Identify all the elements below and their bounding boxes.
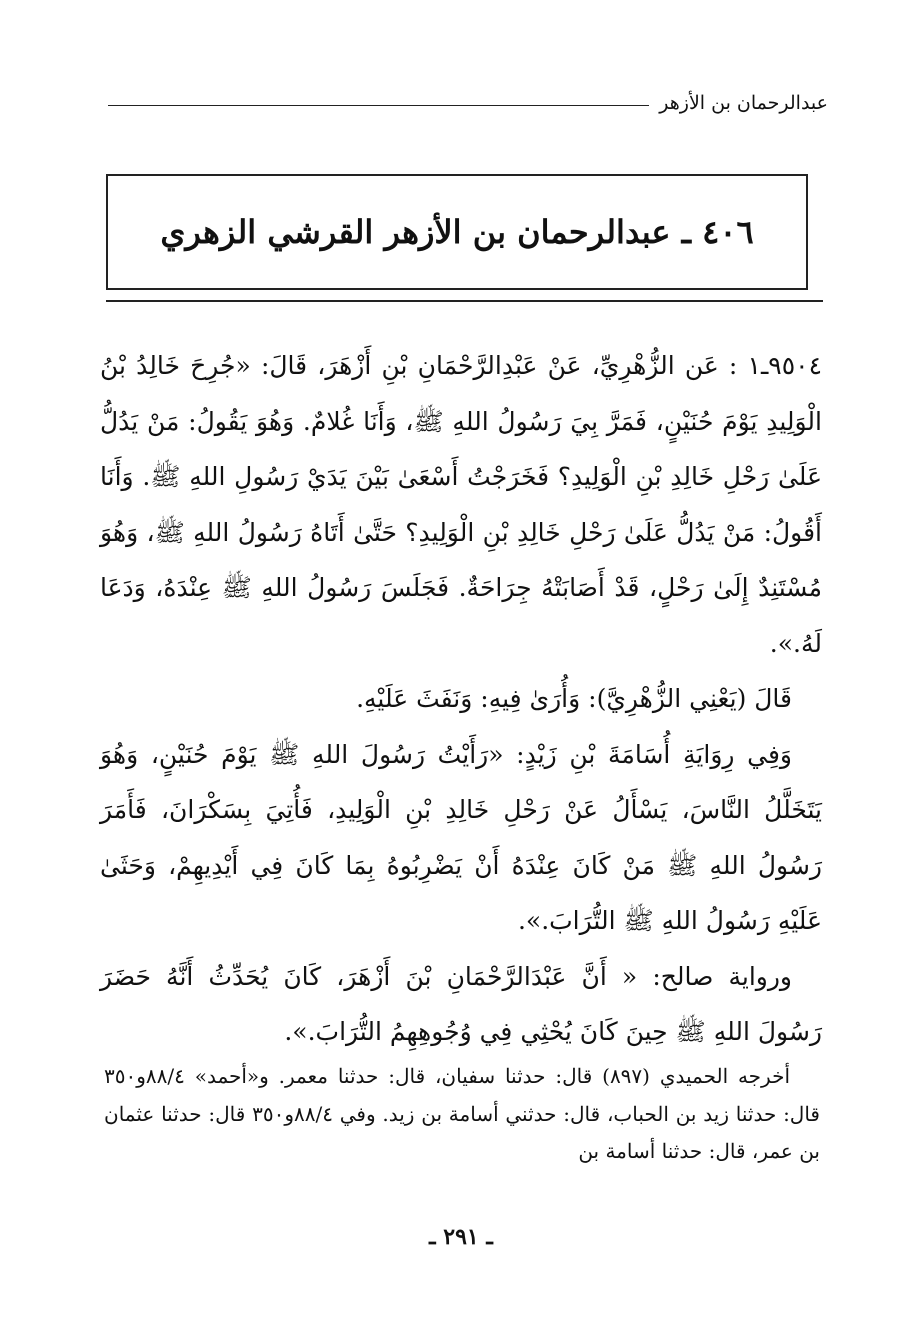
hadith-paragraph-2: قَالَ (يَعْنِي الزُّهْرِيَّ): وَأُرَىٰ فِيهِ: وَنَفَثَ عَلَيْهِ. [356,684,792,713]
running-head-title: عبدالرحمان بن الأزهر [659,92,828,114]
hadith-text [100,338,822,1060]
hadith-paragraph-1: ٩٥٠٤ـ١ : عَن الزُّهْرِيِّ، عَنْ عَبْدِالرَّحْمَانِ بْنِ أَزْهَرَ، قَالَ: «جُرِحَ خَالِدُ بْنُ الْوَلِيدِ يَوْمَ حُنَيْنٍ، فَمَرَّ بِيَ رَسُولُ اللهِ ﷺ، وَأَنَا غُلامٌ. وَهُوَ يَقُولُ: مَنْ يَدُلُّ عَلَىٰ رَحْلِ خَالِدِ بْنِ الْوَلِيدِ؟ فَخَرَجْتُ أَسْعَىٰ بَيْنَ يَدَيْ رَسُولِ اللهِ ﷺ. وَأَنَا أَقُولُ: مَنْ يَدُلُّ عَلَىٰ رَحْلِ خَالِدِ بْنِ الْوَلِيدِ؟ حَتَّىٰ أَتَاهُ رَسُولُ اللهِ ﷺ، وَهُوَ مُسْتَنِدٌ إِلَىٰ رَحْلٍ، قَدْ أَصَابَتْهُ جِرَاحَةٌ. فَجَلَسَ رَسُولُ اللهِ ﷺ عِنْدَهُ، وَدَعَا لَهُ.». [100,351,822,658]
hadith-paragraph-4: ورواية صالح: « أَنَّ عَبْدَالرَّحْمَانِ بْنَ أَزْهَرَ، كَانَ يُحَدِّثُ أَنَّهُ حَضَرَ رَسُولَ اللهِ ﷺ حِينَ كَانَ يُحْثِي فِي وُجُوهِهِمُ التُّرَابَ.». [100,961,822,1046]
chapter-title: ٤٠٦ ـ عبدالرحمان بن الأزهر القرشي الزهري [160,213,754,251]
hadith-paragraph-3: وَفِي رِوَايَةِ أُسَامَةَ بْنِ زَيْدٍ: «رَأَيْتُ رَسُولَ اللهِ ﷺ يَوْمَ حُنَيْنٍ، وَهُوَ يَتَخَلَّلُ النَّاسَ، يَسْأَلُ عَنْ رَحْلِ خَالِدِ بْنِ الْوَلِيدِ، فَأُتِيَ بِسَكْرَانَ، فَأَمَرَ رَسُولُ اللهِ ﷺ مَنْ كَانَ عِنْدَهُ أَنْ يَضْرِبُوهُ بِمَا كَانَ فِي أَيْدِيهِمْ، وَحَثَىٰ عَلَيْهِ رَسُولُ اللهِ ﷺ التُّرَابَ.». [100,739,822,935]
footnote [104,1058,820,1171]
title-divider [106,300,823,302]
chapter-title-box [106,174,808,290]
page-number: ـ ٢٩١ ـ [429,1224,493,1250]
running-head-rule [108,105,649,106]
footnote-text: أخرجه الحميدي (٨٩٧) قال: حدثنا سفيان، قال: حدثنا معمر. و«أحمد» ٨٨/٤و٣٥٠ قال: حدثنا زيد بن الحباب، قال: حدثني أسامة بن زيد. وفي ٨٨/٤و٣٥٠ قال: حدثنا عثمان بن عمر، قال: حدثنا أسامة بن [104,1064,820,1163]
running-head [108,88,828,118]
